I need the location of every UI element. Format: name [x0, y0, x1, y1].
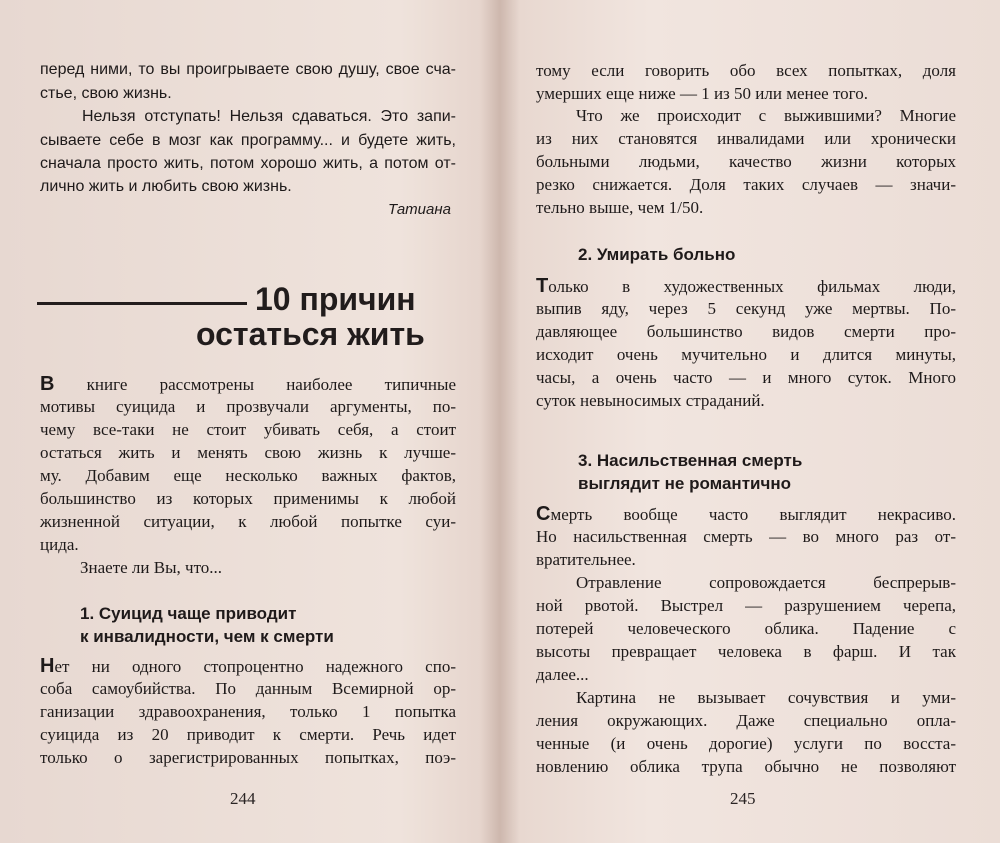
drop-cap: Н: [40, 655, 55, 677]
title-rule: [37, 302, 247, 305]
text-line: давляющее большинство видов смерти про-: [536, 322, 956, 341]
text-line: часы, а очень часто — и много суток. Много: [536, 368, 956, 387]
text-line: остаться жить и менять свою жизнь к лучше-: [40, 443, 456, 462]
chapter-title-line2: остаться жить: [196, 316, 425, 352]
text-line: [536, 275, 956, 298]
text-line: вратительнее.: [536, 550, 636, 569]
text-line: [40, 373, 456, 396]
text-line: сначала просто жить, потом хорошо жить, а потом от-: [40, 155, 456, 172]
text-line: тельно выше, чем 1/50.: [536, 198, 704, 217]
text-span: мерть вообще часто выглядит некрасиво.: [550, 505, 956, 524]
left-page: [0, 0, 496, 843]
text-line: ления окружающих. Даже специально опла-: [536, 711, 956, 730]
text-line: Отравление сопровождается беспрерыв-: [576, 573, 956, 592]
text-line: мотивы суицида и прозвучали аргументы, по-: [40, 397, 456, 416]
section-title: к инвалидности, чем к смерти: [80, 627, 334, 646]
text-line: больными людьми, качество жизни которых: [536, 152, 956, 171]
text-line: далее...: [536, 665, 589, 684]
text-line: из них становятся инвалидами или хронически: [536, 129, 956, 148]
text-line: тому если говорить обо всех попытках, доля: [536, 61, 956, 80]
text-line: ченные (и очень дорогие) услуги по восста-: [536, 734, 956, 753]
section-title: 1. Суицид чаще приводит: [80, 604, 297, 623]
section-title: 3. Насильственная смерть: [578, 451, 803, 470]
text-line: перед ними, то вы проигрываете свою душу, свое сча-: [40, 61, 456, 78]
text-line: Картина не вызывает сочувствия и уми-: [576, 688, 956, 707]
text-line: потерей человеческого облика. Падение с: [536, 619, 956, 638]
text-line: умерших еще ниже — 1 из 50 или менее того.: [536, 84, 868, 103]
text-line: жизненной ситуации, к любой попытке суи-: [40, 512, 456, 531]
text-line: Нельзя отступать! Нельзя сдаваться. Это запи-: [82, 108, 456, 125]
text-span: ет ни одного стопроцентно надежного спо-: [54, 657, 456, 676]
text-line: лично жить и любить свою жизнь.: [40, 178, 292, 195]
text-line: цида.: [40, 535, 79, 554]
text-line: стье, свою жизнь.: [40, 85, 172, 102]
section-title: выглядит не романтично: [578, 474, 791, 493]
text-line: новлению облика трупа обычно не позволяют: [536, 757, 956, 776]
section-title: 2. Умирать больно: [578, 245, 736, 264]
text-line: ганизации здравоохранения, только 1 попытка: [40, 702, 456, 721]
text-line: только о зарегистрированных попытках, поэ-: [40, 748, 456, 767]
drop-cap: Т: [536, 275, 549, 297]
drop-cap: С: [536, 503, 551, 525]
text-line: большинство из которых применимы к любой: [40, 489, 456, 508]
text-line: исходит очень мучительно и длится минуты,: [536, 345, 956, 364]
page-number: 245: [730, 789, 756, 808]
text-line: сываете себе в мозг как программу... и будете жить,: [40, 132, 456, 149]
text-line: суток невыносимых страданий.: [536, 391, 765, 410]
chapter-title-line1: 10 причин: [255, 281, 416, 317]
text-line: высоты превращает человека в фарш. И так: [536, 642, 956, 661]
text-line: му. Добавим еще несколько важных фактов,: [40, 466, 456, 485]
drop-cap: В: [40, 373, 55, 395]
text-line: Знаете ли Вы, что...: [80, 558, 223, 577]
text-line: чему все-таки не стоит убивать себя, а стоит: [40, 420, 456, 439]
text-line: [536, 503, 956, 526]
signature: Татиана: [388, 201, 451, 218]
text-line: Но насильственная смерть — во много раз от-: [536, 527, 956, 546]
text-line: выпив яду, через 5 секунд уже мертвы. По-: [536, 299, 956, 318]
text-span: книге рассмотрены наиболее типичные: [54, 375, 456, 394]
text-span: олько в художественных фильмах люди,: [548, 277, 956, 296]
text-line: соба самоубийства. По данным Всемирной ор-: [40, 679, 456, 698]
text-line: [40, 655, 456, 678]
right-page: [504, 0, 1000, 843]
text-line: суицида из 20 приводит к смерти. Речь идет: [40, 725, 456, 744]
text-line: ной рвотой. Выстрел — разрушением черепа,: [536, 596, 956, 615]
text-line: Что же происходит с выжившими? Многие: [576, 106, 956, 125]
page-number: 244: [230, 789, 256, 808]
text-line: резко снижается. Доля таких случаев — значи-: [536, 175, 956, 194]
